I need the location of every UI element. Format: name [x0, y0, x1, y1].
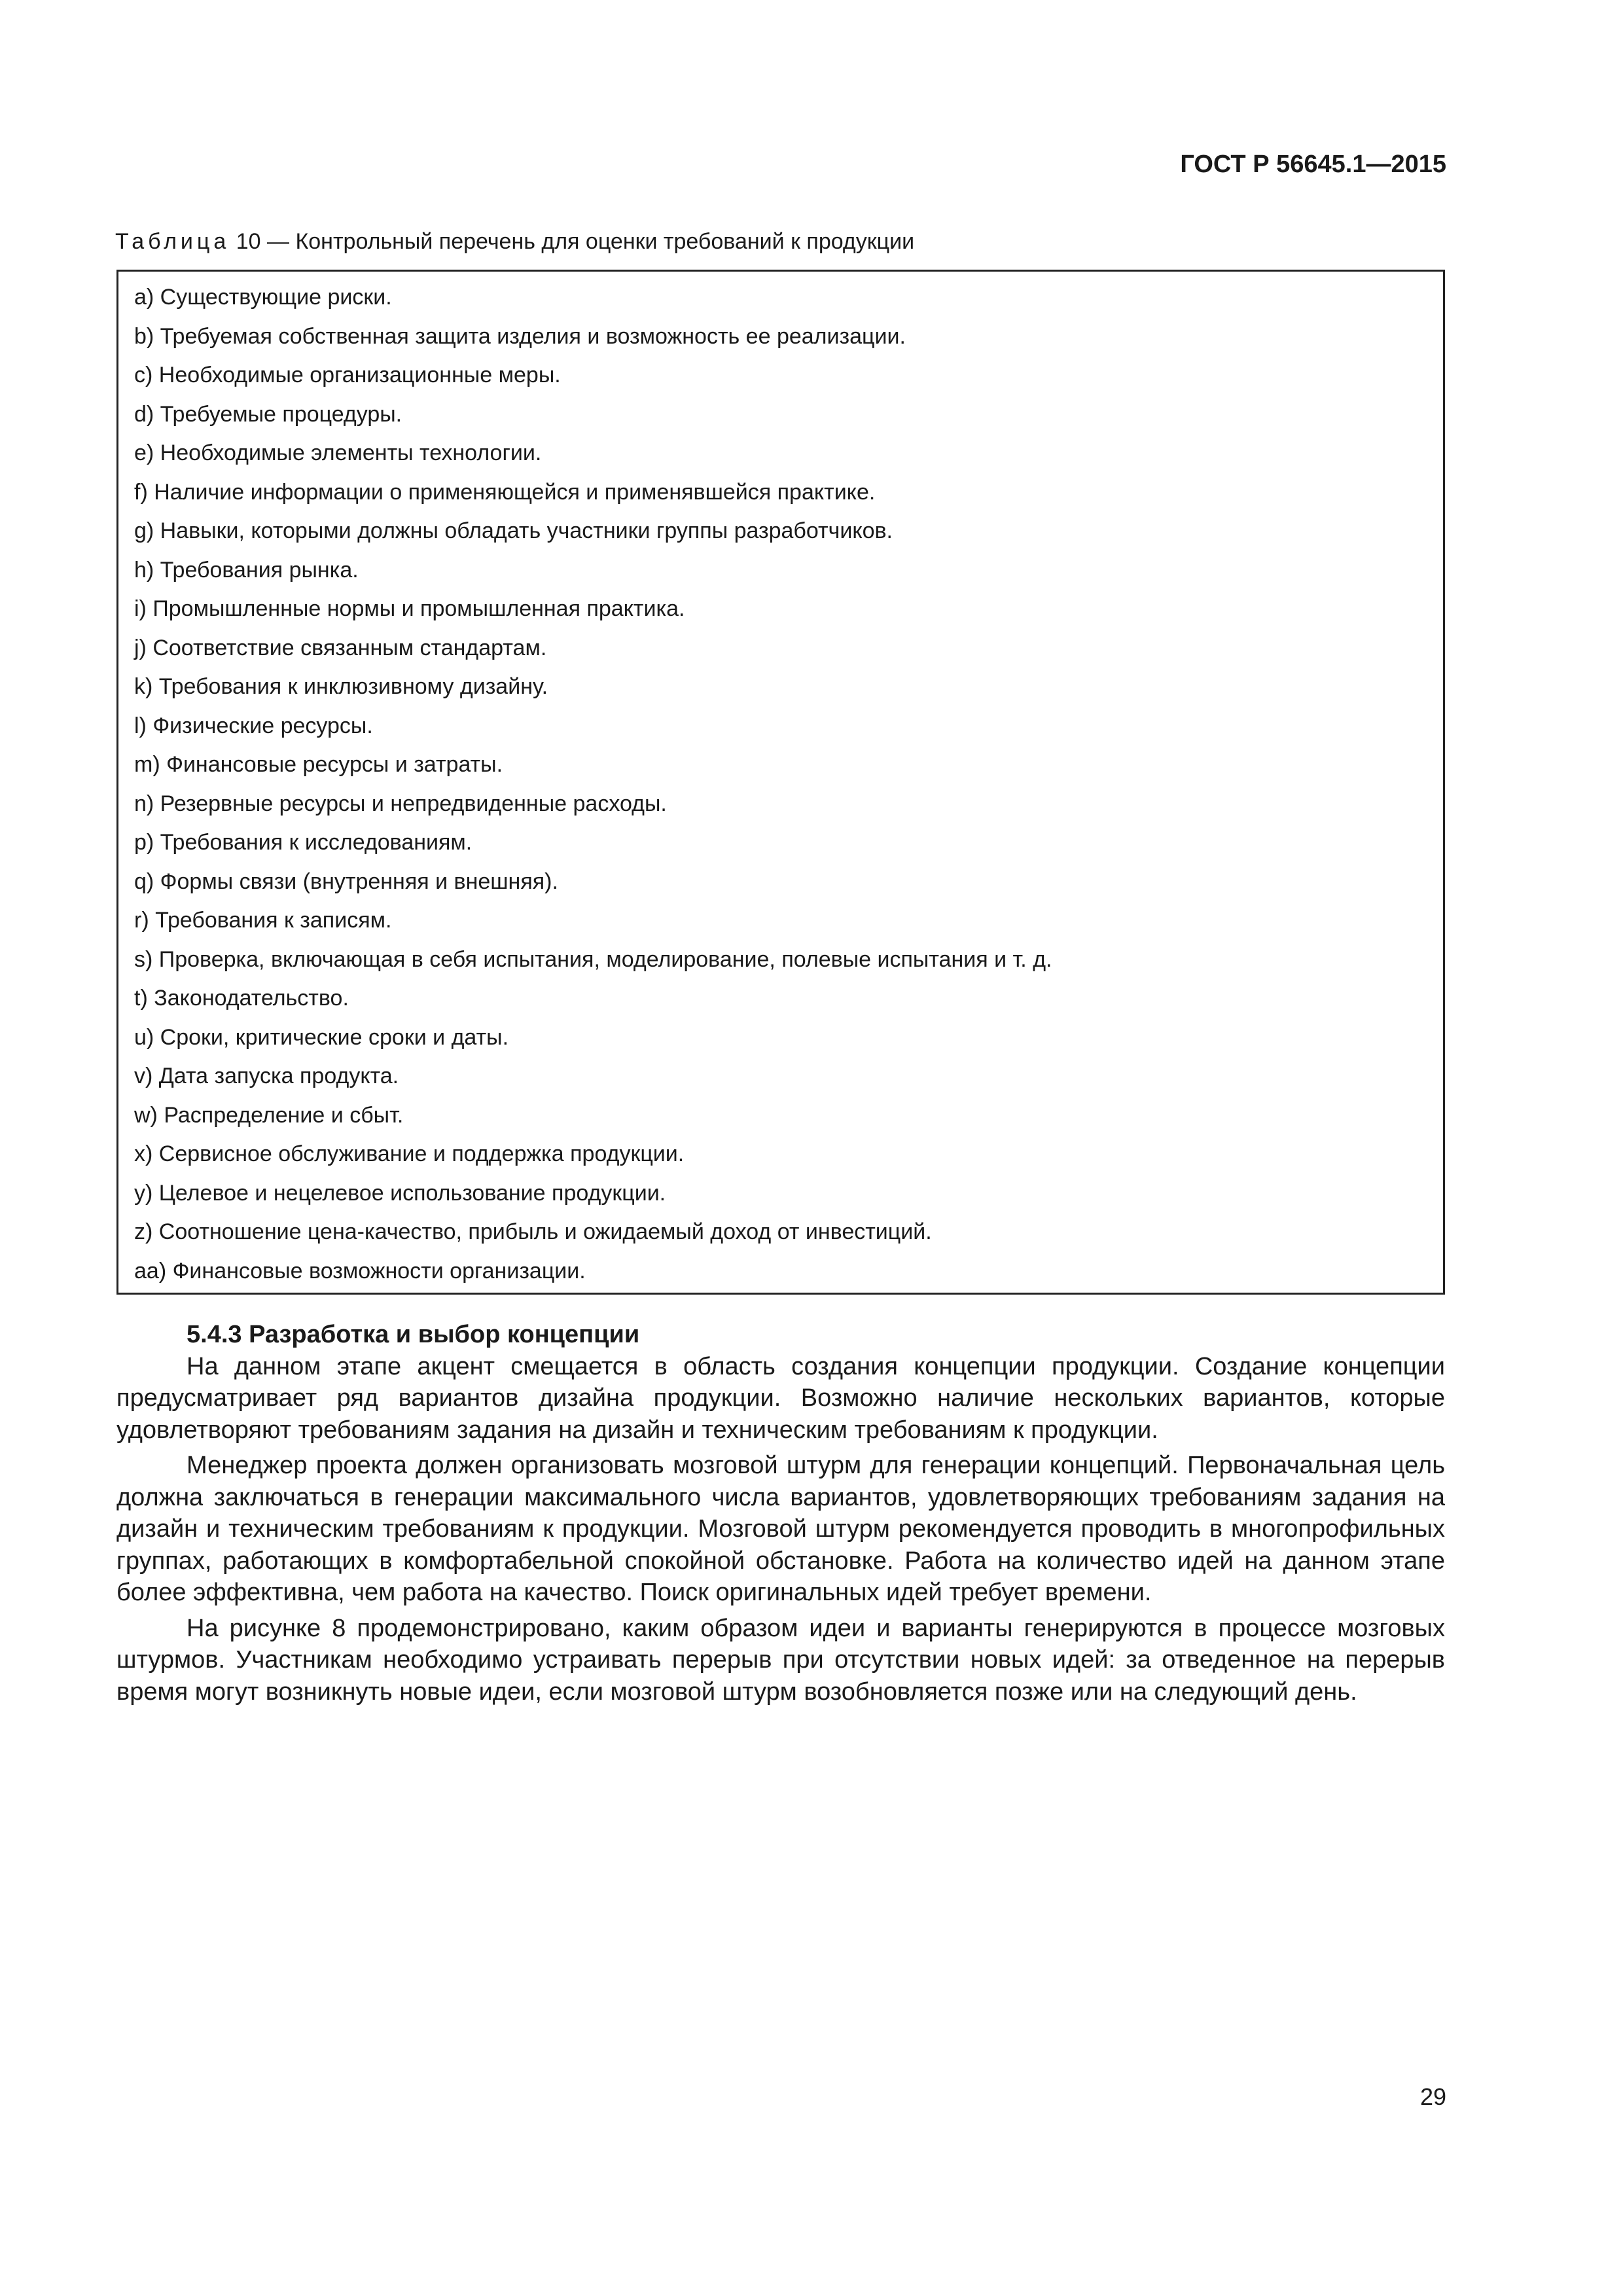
checklist-item: i) Промышленные нормы и промышленная практика.: [134, 596, 685, 621]
checklist-item: r) Требования к записям.: [134, 908, 392, 933]
checklist-item: l) Физические ресурсы.: [134, 713, 373, 738]
checklist-item: y) Целевое и нецелевое использование продукции.: [134, 1180, 666, 1206]
section-heading: 5.4.3 Разработка и выбор концепции: [187, 1321, 640, 1348]
checklist-item: w) Распределение и сбыт.: [134, 1102, 404, 1128]
checklist-item: j) Соответствие связанным стандартам.: [134, 635, 547, 660]
body-paragraph: Менеджер проекта должен организовать мозговой штурм для генерации концепций. Первоначальная цель должна заключаться в генерации максимального числа вариантов, удовлетворяющих требованиям задания на дизайн и техническим требованиям к продукции. Мозговой штурм рекомендуется проводить в многопрофильных группах, работающих в комфортабельной спокойной обстановке. Работа на количество идей на данном этапе более эффективна, чем работа на качество. Поиск оригинальных идей требует времени.: [116, 1452, 1445, 1606]
checklist-item: q) Формы связи (внутренняя и внешняя).: [134, 869, 558, 894]
section-concept-development: [116, 1319, 1445, 1712]
checklist-item: b) Требуемая собственная защита изделия и возможность ее реализации.: [134, 323, 906, 349]
checklist-item: m) Финансовые ресурсы и затраты.: [134, 752, 503, 777]
checklist-item: e) Необходимые элементы технологии.: [134, 440, 542, 465]
checklist-item: x) Сервисное обслуживание и поддержка продукции.: [134, 1141, 685, 1166]
checklist-item: h) Требования рынка.: [134, 557, 359, 583]
body-paragraph: На рисунке 8 продемонстрировано, каким образом идеи и варианты генерируются в процессе мозговых штурмов. Участникам необходимо устраивать перерыв при отсутствии новых идей: за отведенное на перерыв время могут возникнуть новые идеи, если мозговой штурм возобновляется позже или на следующий день.: [116, 1614, 1445, 1706]
checklist-item: v) Дата запуска продукта.: [134, 1064, 399, 1088]
requirements-checklist-table: [116, 270, 1445, 1295]
checklist-item: d) Требуемые процедуры.: [134, 401, 402, 427]
checklist-item: n) Резервные ресурсы и непредвиденные расходы.: [134, 791, 667, 816]
body-paragraph: На данном этапе акцент смещается в область создания концепции продукции. Создание концепции предусматривает ряд вариантов дизайна продукции. Возможно наличие нескольких вариантов, которые удовлетворяют требованиям задания на дизайн и техническим требованиям к продукции.: [116, 1352, 1445, 1444]
checklist-item: p) Требования к исследованиям.: [134, 830, 473, 855]
checklist-item: f) Наличие информации о применяющейся и применявшейся практике.: [134, 479, 876, 505]
table-caption-label: Таблица: [115, 229, 230, 254]
checklist-item: aa) Финансовые возможности организации.: [134, 1258, 586, 1283]
page-number: 29: [1419, 2083, 1446, 2110]
checklist-item: k) Требования к инклюзивному дизайну.: [134, 674, 548, 699]
checklist-item: t) Законодательство.: [134, 986, 349, 1011]
checklist-item: a) Существующие риски.: [134, 285, 392, 310]
checklist-item: g) Навыки, которыми должны обладать участники группы разработчиков.: [134, 518, 893, 543]
checklist-item: s) Проверка, включающая в себя испытания, моделирование, полевые испытания и т. д.: [134, 946, 1052, 972]
table-caption-title: 10 — Контрольный перечень для оценки требований к продукции: [230, 229, 915, 254]
table-caption: [115, 226, 1444, 257]
checklist-item: c) Необходимые организационные меры.: [134, 363, 561, 387]
checklist-item: u) Сроки, критические сроки и даты.: [134, 1024, 509, 1050]
standard-code-header: ГОСТ Р 56645.1—2015: [1180, 151, 1446, 178]
checklist-item: z) Соотношение цена-качество, прибыль и ожидаемый доход от инвестиций.: [134, 1219, 932, 1244]
